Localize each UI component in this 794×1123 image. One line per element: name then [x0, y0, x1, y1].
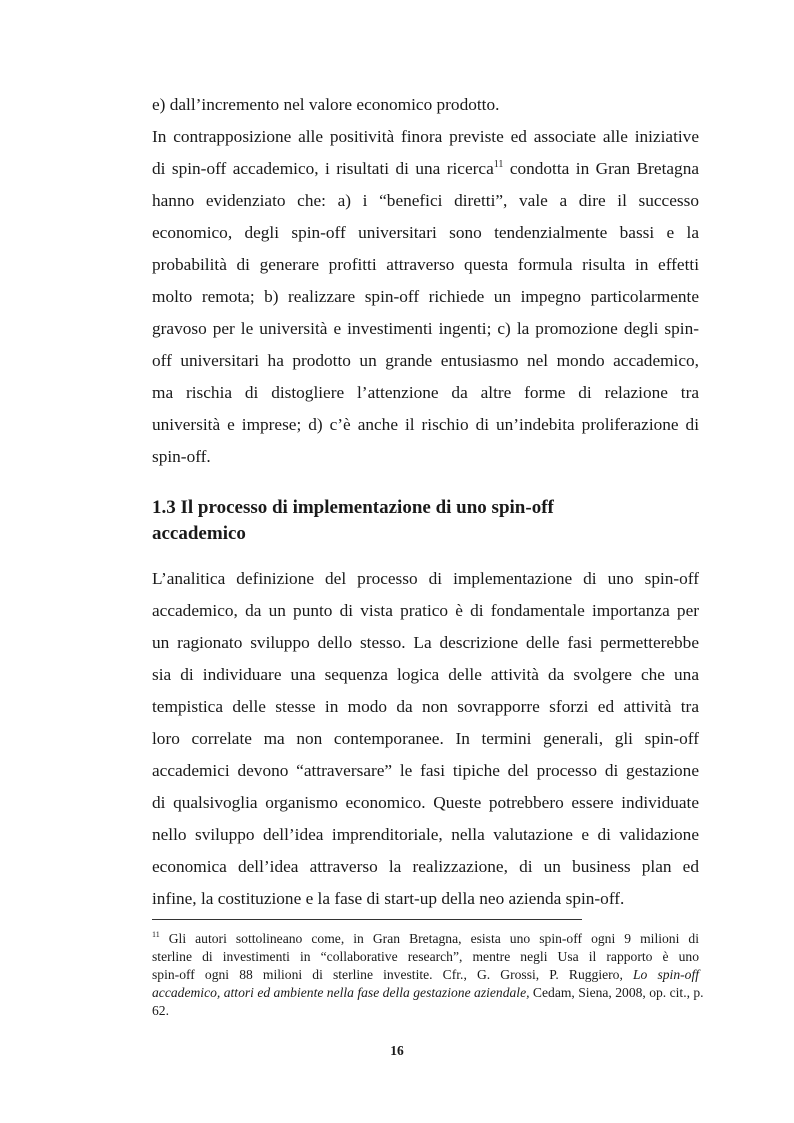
citation-title: accademico, attori ed ambiente nella fase della gestazione aziendale,: [152, 985, 530, 1000]
body-line: molto remota; b) realizzare spin-off richiede un impegno particolarmente: [152, 287, 699, 306]
body-line: università e imprese; d) c’è anche il rischio di un’indebita proliferazione di: [152, 415, 699, 434]
body-line: di qualsivoglia organismo economico. Queste potrebbero essere individuate: [152, 793, 699, 812]
footnote-line: [152, 930, 699, 948]
footnote-number: 11: [152, 930, 160, 939]
footnote-line: sterline di investimenti in “collaborative research”, mentre negli Usa il rapporto è uno: [152, 949, 699, 964]
footnote-line: 62.: [152, 1003, 169, 1018]
footnote-text: Gli autori sottolineano come, in Gran Bretagna, esista uno spin-off ogni 9 milioni di: [159, 931, 699, 946]
body-line: tempistica delle stesse in modo da non sovrapporre sforzi ed attività tra: [152, 697, 699, 716]
body-line: sia di individuare una sequenza logica delle attività da svolgere che una: [152, 665, 699, 684]
body-text: condotta in Gran Bretagna: [503, 159, 699, 178]
footnote-reference: 11: [493, 159, 504, 170]
body-line: gravoso per le università e investimenti ingenti; c) la promozione degli spin-: [152, 319, 699, 338]
body-line: un ragionato sviluppo dello stesso. La descrizione delle fasi permetterebbe: [152, 633, 699, 652]
section-heading: accademico: [152, 523, 246, 544]
body-line: loro correlate ma non contemporanee. In termini generali, gli spin-off: [152, 729, 699, 748]
body-line: infine, la costituzione e la fase di start-up della neo azienda spin-off.: [152, 889, 625, 908]
body-line: probabilità di generare profitti attraverso questa formula risulta in effetti: [152, 255, 699, 274]
body-line: economica dell’idea attraverso la realizzazione, di un business plan ed: [152, 857, 699, 876]
footnote-line: [152, 984, 704, 1002]
body-line: economico, degli spin-off universitari sono tendenzialmente bassi e la: [152, 223, 699, 242]
footnote-line: [152, 966, 699, 984]
page-number: 16: [390, 1043, 404, 1058]
body-line: nello sviluppo dell’idea imprenditoriale, nella valutazione e di validazione: [152, 825, 699, 844]
body-line: ma rischia di distogliere l’attenzione da altre forme di relazione tra: [152, 383, 699, 402]
body-line: In contrapposizione alle positività finora previste ed associate alle iniziative: [152, 127, 699, 146]
body-line: off universitari ha prodotto un grande entusiasmo nel mondo accademico,: [152, 351, 699, 370]
citation-title: Lo spin-off: [632, 967, 699, 982]
footnote-separator: [152, 919, 582, 920]
body-line: accademico, da un punto di vista pratico è di fondamentale importanza per: [152, 601, 699, 620]
body-text: di spin-off accademico, i risultati di una ricerca: [152, 159, 494, 178]
body-line: L’analitica definizione del processo di implementazione di uno spin-off: [152, 569, 699, 588]
body-line: hanno evidenziato che: a) i “benefici diretti”, vale a dire il successo: [152, 191, 699, 210]
section-heading: 1.3 Il processo di implementazione di uno spin-off: [152, 497, 554, 518]
body-line: e) dall’incremento nel valore economico prodotto.: [152, 95, 500, 114]
body-line: [152, 158, 699, 180]
body-line: accademici devono “attraversare” le fasi tipiche del processo di gestazione: [152, 761, 699, 780]
body-line: spin-off.: [152, 447, 211, 466]
footnote-text: spin-off ogni 88 milioni di sterline investite. Cfr., G. Grossi, P. Ruggiero,: [152, 967, 633, 982]
footnote-text: Cedam, Siena, 2008, op. cit., p.: [529, 985, 704, 1000]
